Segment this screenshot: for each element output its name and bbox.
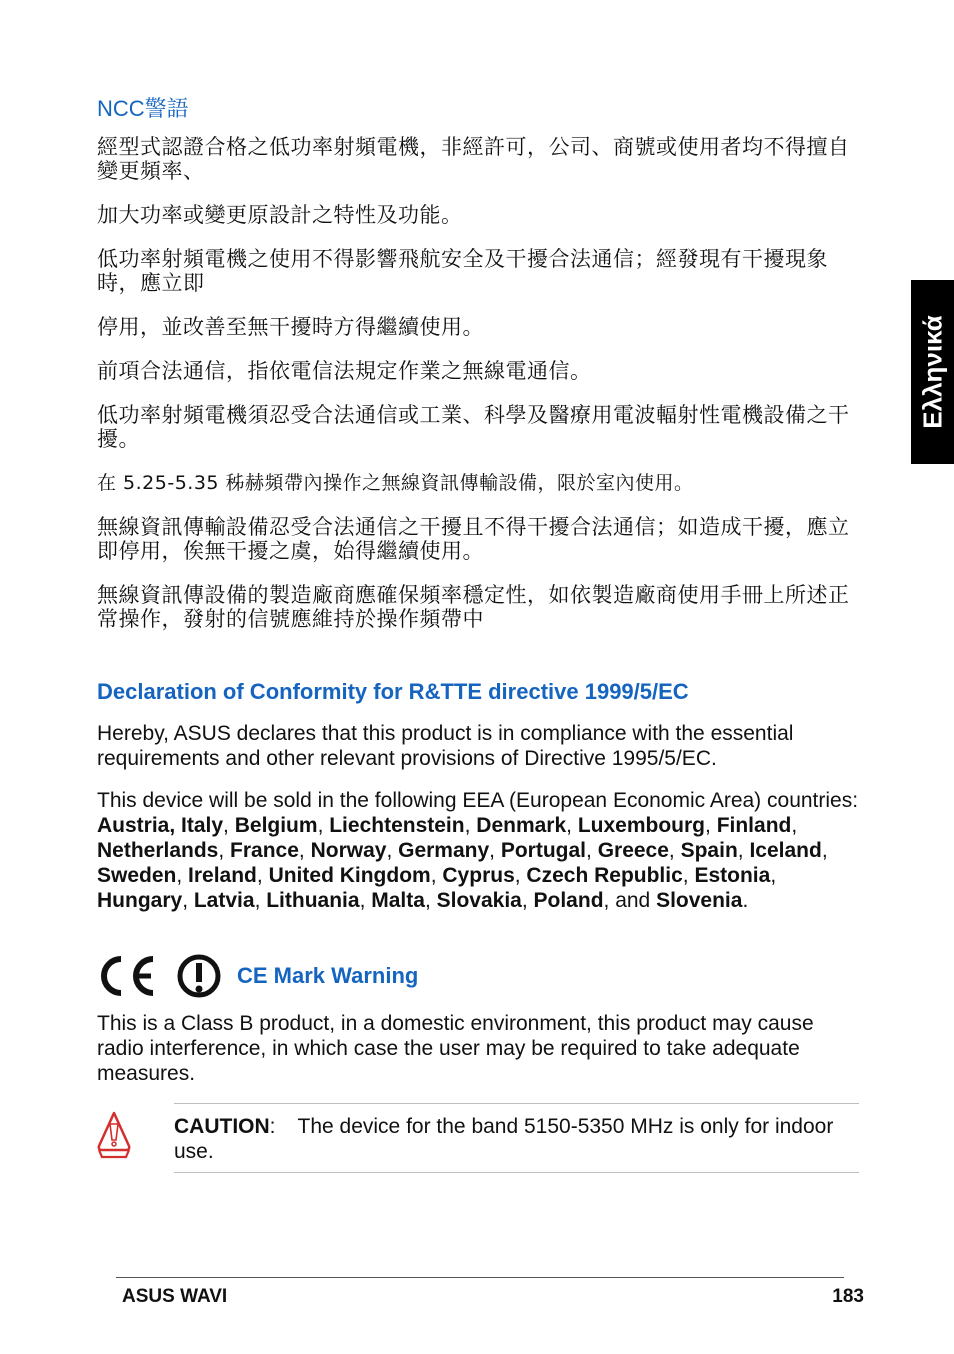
country-name: Spain [680,839,738,862]
country-name: Czech Republic [526,864,683,887]
country-name: Estonia [694,864,771,887]
language-tab-label: Ελληνικά [917,315,947,429]
language-tab [911,280,954,464]
ncc-paragraph: 在 5.25-5.35 秭赫頻帶內操作之無線資訊傳輸設備，限於室內使用。 [97,472,694,494]
caution-label: CAUTION [174,1115,270,1138]
ncc-paragraph: 低功率射頻電機須忍受合法通信或工業、科學及醫療用電波輻射性電機設備之干擾。 [97,403,850,451]
ncc-paragraph: 前項合法通信，指依電信法規定作業之無線電通信。 [97,359,592,383]
country-name: Hungary [97,889,183,912]
country-name: Portugal [500,839,587,862]
country-name: Finland [716,814,792,837]
ncc-paragraph: 加大功率或變更原設計之特性及功能。 [97,203,463,227]
country-name: Germany [398,839,490,862]
ncc-paragraph: 停用，並改善至無干擾時方得繼續使用。 [97,315,484,339]
country-name: United Kingdom [268,864,431,887]
ncc-paragraph: 低功率射頻電機之使用不得影響飛航安全及干擾合法通信；經發現有干擾現象時，應立即 [97,247,828,295]
country-name: Luxembourg [577,814,706,837]
country-name: Slovakia [436,889,522,912]
country-name: Latvia [193,889,255,912]
ce-mark-heading: CE Mark Warning [237,963,419,988]
country-name: Poland [533,889,604,912]
country-name: France [230,839,299,862]
page-number: 183 [832,1286,864,1307]
country-name: Slovenia [656,889,743,912]
ncc-heading: NCC警語 [97,96,189,121]
country-name: Greece [597,839,669,862]
country-list-paragraph [97,788,859,913]
country-name: Netherlands [97,839,219,862]
conformity-heading: Declaration of Conformity for R&TTE directive 1999/5/EC [97,679,689,704]
country-name: Belgium [234,814,318,837]
footer-product-name: ASUS WAVI [122,1286,228,1307]
country-name: Sweden [97,864,177,887]
warning-triangle-icon [96,1110,132,1164]
footer-divider [116,1277,844,1278]
page-content [97,92,859,1173]
country-name: Ireland [188,864,257,887]
country-name: Lithuania [266,889,360,912]
conformity-statement: Hereby, ASUS declares that this product is in compliance with the essential requirements and other relevant provisions of Directive 1995/5/EC. [97,722,794,770]
caution-colon: : [269,1115,276,1138]
caution-text: The device for the band 5150-5350 MHz is only for indoor use. [174,1115,834,1163]
country-name: Malta [371,889,425,912]
ncc-paragraph: 無線資訊傳設備的製造廠商應確保頻率穩定性，如依製造廠商使用手冊上所述正常操作，發射的信號應維持於操作頻帶中 [97,583,850,631]
ncc-paragraph: 經型式認證合格之低功率射頻電機，非經許可，公司、商號或使用者均不得擅自變更頻率、 [97,135,850,183]
country-name: Iceland [749,839,822,862]
ce-mark-text: This is a Class B product, in a domestic environment, this product may cause radio interference, in which case the user may be required to take adequate measures. [97,1012,814,1085]
country-name: Liechtenstein [329,814,465,837]
ce-mark-icon [97,953,225,999]
country-name: Cyprus [442,864,515,887]
ce-mark-row [97,953,859,999]
country-list-intro: This device will be sold in the following EEA (European Economic Area) countries: [97,789,859,812]
country-list: Austria, Italy, Belgium, Liechtenstein, Denmark, Luxembourg, Finland, Netherlands, France, Norway, Germany, Portugal, Greece, Spain, Iceland, Sweden, Ireland, United Kingdom, Cyprus, Czech Republic, Estonia, Hungary, Latvia, Lithuania, Malta, Slovakia, Poland, and Slovenia. [97,814,828,912]
caution-text-block [174,1114,859,1164]
country-name: Austria, Italy [97,814,224,837]
country-name: Norway [310,839,387,862]
caution-box [174,1103,859,1173]
ncc-paragraph: 無線資訊傳輸設備忍受合法通信之干擾且不得干擾合法通信；如造成干擾，應立即停用，俟無干擾之虞，始得繼續使用。 [97,515,850,563]
country-name: Denmark [476,814,567,837]
